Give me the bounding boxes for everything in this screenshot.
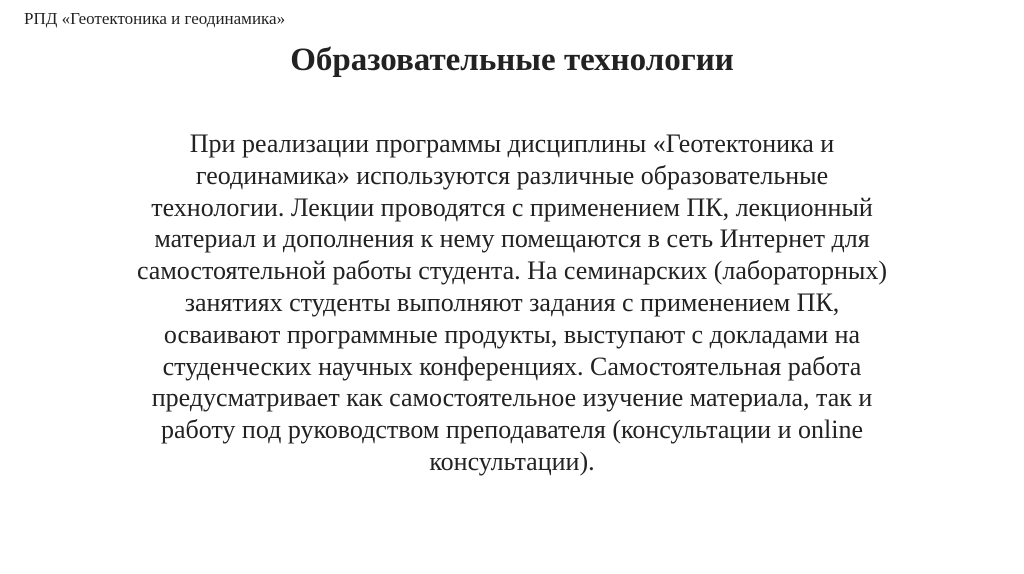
slide-title: Образовательные технологии xyxy=(290,42,734,78)
body-line: предусматривает как самостоятельное изучение материала, так и xyxy=(151,383,873,413)
body-line: При реализации программы дисциплины «Геотектоника и xyxy=(189,129,835,158)
header-note: РПД «Геотектоника и геодинамика» xyxy=(24,9,286,28)
body-line: осваивают программные продукты, выступают с докладами на xyxy=(163,319,861,349)
body-line: самостоятельной работы студента. На семинарских (лабораторных) xyxy=(136,256,888,286)
body-line: технологии. Лекции проводятся с применением ПК, лекционный xyxy=(151,192,873,222)
body-line: материал и дополнения к нему помещаются в сеть Интернет для xyxy=(154,224,870,254)
body-line: студенческих научных конференциях. Самостоятельная работа xyxy=(162,351,862,381)
body-line: геодинамика» используются различные образовательные xyxy=(195,160,829,190)
body-line: работу под руководством преподавателя (консультации и online xyxy=(160,415,863,445)
body-line: консультации). xyxy=(429,446,595,476)
body-paragraph xyxy=(70,128,954,478)
body-line: занятиях студенты выполняют задания с применением ПК, xyxy=(184,287,840,317)
